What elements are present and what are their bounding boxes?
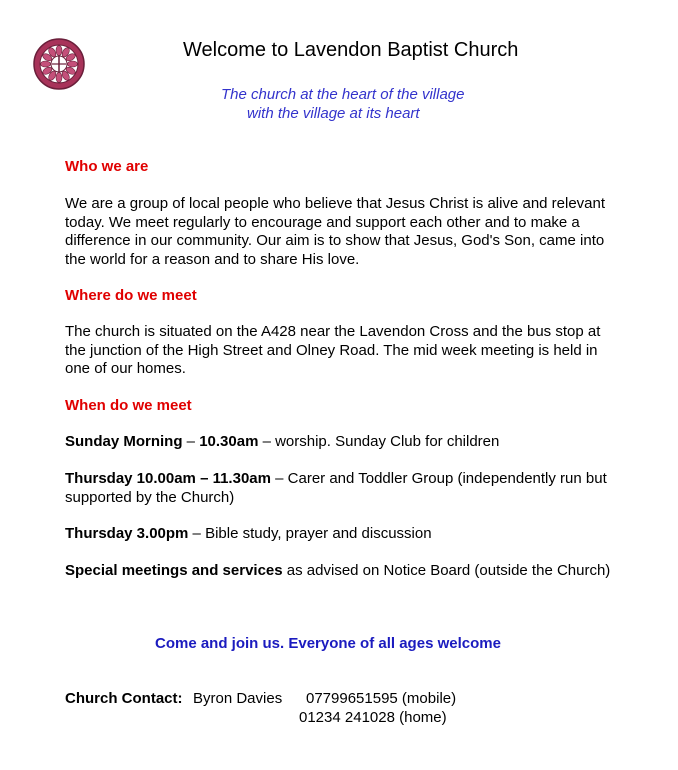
- meeting-special: [65, 562, 625, 581]
- meeting-thursday-morning-time: Thursday 10.00am – 11.30am: [65, 470, 271, 487]
- rose-petal: [56, 46, 62, 56]
- rose-petal: [56, 73, 62, 83]
- tagline-line-1: The church at the heart of the village: [221, 86, 465, 103]
- where-heading: Where do we meet: [65, 287, 197, 304]
- meeting-sunday-time: 10.30am: [199, 433, 259, 450]
- meeting-sunday: [65, 433, 625, 452]
- meeting-sunday-day: Sunday Morning: [65, 433, 183, 450]
- meeting-thursday-afternoon-time: Thursday 3.00pm: [65, 525, 189, 542]
- contact-name: Byron Davies: [193, 690, 283, 707]
- meeting-thursday-afternoon: [65, 525, 625, 544]
- where-text: The church is situated on the A428 near the Lavendon Cross and the bus stop at the junction of the High Street and Olney Road. The mid week meeting is held in one of our homes.: [65, 323, 601, 377]
- tagline-line-2: with the village at its heart: [247, 105, 420, 122]
- rose-window-icon: [32, 37, 86, 91]
- meeting-sunday-desc: – worship. Sunday Club for children: [258, 433, 500, 450]
- page-title: Welcome to Lavendon Baptist Church: [183, 39, 519, 61]
- contact-mobile: 07799651595 (mobile): [306, 690, 457, 707]
- meeting-thursday-morning: [65, 470, 625, 507]
- meeting-special-desc: as advised on Notice Board (outside the Church): [282, 562, 611, 579]
- who-text: We are a group of local people who believe that Jesus Christ is alive and relevant today. We meet regularly to encourage and support each other and to make a difference in our community. Our aim is to show that Jesus, God's Son, came into the world for a reason and to share His love.: [65, 195, 606, 268]
- meeting-thursday-morning-desc: – Carer and Toddler Group (independently run but supported by the Church): [65, 470, 607, 506]
- rose-petal: [68, 61, 78, 67]
- rose-petal: [41, 61, 51, 67]
- meeting-thursday-afternoon-desc: – Bible study, prayer and discussion: [188, 525, 432, 542]
- meeting-sunday-sep: –: [182, 433, 200, 450]
- who-heading: Who we are: [65, 158, 149, 175]
- meeting-special-title: Special meetings and services: [65, 562, 283, 579]
- contact-home: 01234 241028 (home): [299, 709, 447, 726]
- when-heading: When do we meet: [65, 397, 192, 414]
- contact-label: Church Contact:: [65, 690, 183, 707]
- welcome-message: Come and join us. Everyone of all ages welcome: [155, 635, 501, 652]
